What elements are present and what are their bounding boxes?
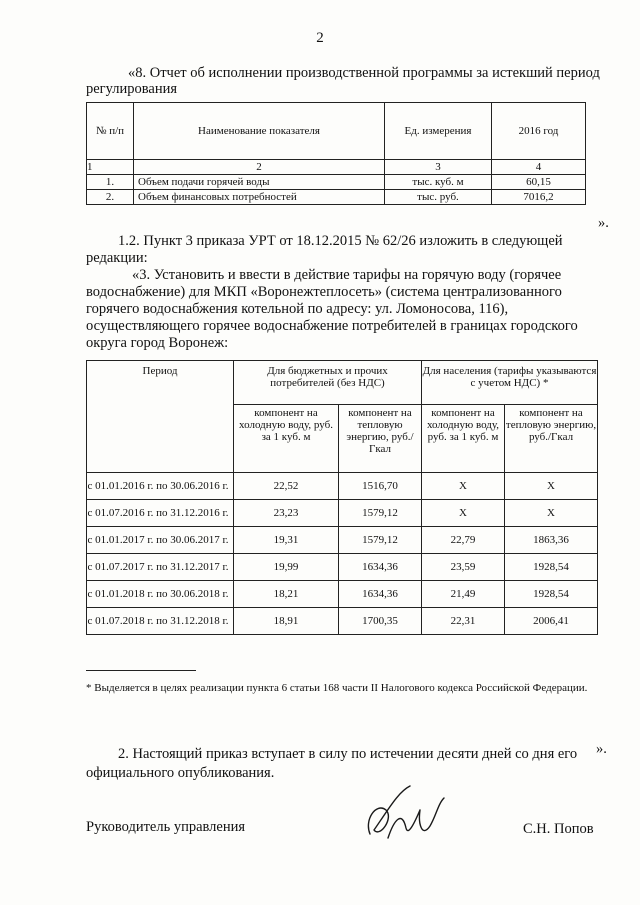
- value-cell: X: [422, 473, 505, 500]
- item3-line2: водоснабжение) для МКП «Воронежтеплосеть» (система централизованного: [86, 284, 562, 300]
- item2-line2: официального опубликования.: [86, 765, 275, 781]
- value-cell: 1928,54: [505, 554, 598, 581]
- signatory-position: Руководитель управления: [86, 819, 246, 835]
- subheader-heat-energy: компонент на тепловую энергию, руб./Гкал: [339, 405, 422, 473]
- production-program-table: [86, 102, 586, 205]
- handwritten-signature: [358, 780, 448, 850]
- tariff-table: [86, 360, 598, 635]
- page-number: 2: [316, 30, 324, 46]
- header-number: № п/п: [87, 103, 134, 160]
- period-cell: с 01.07.2017 г. по 31.12.2017 г.: [87, 554, 234, 581]
- row-unit: тыс. куб. м: [385, 175, 492, 190]
- header-year: 2016 год: [492, 103, 586, 160]
- value-cell: 21,49: [422, 581, 505, 608]
- row-number: 2.: [87, 190, 134, 205]
- table-row: [87, 581, 598, 608]
- numbering-cell: 2: [134, 160, 385, 175]
- value-cell: 19,31: [234, 527, 339, 554]
- value-cell: 1634,36: [339, 554, 422, 581]
- value-cell: 23,23: [234, 500, 339, 527]
- period-cell: с 01.01.2017 г. по 30.06.2017 г.: [87, 527, 234, 554]
- row-indicator: Объем подачи горячей воды: [134, 175, 385, 190]
- section8-title-line1: «8. Отчет об исполнении производственной программы за истекший период: [128, 65, 600, 81]
- value-cell: 1700,35: [339, 608, 422, 635]
- footnote-divider: [86, 670, 196, 671]
- period-cell: с 01.07.2016 г. по 31.12.2016 г.: [87, 500, 234, 527]
- row-indicator: Объем финансовых потребностей: [134, 190, 385, 205]
- period-cell: с 01.01.2018 г. по 30.06.2018 г.: [87, 581, 234, 608]
- value-cell: 22,52: [234, 473, 339, 500]
- row-value: 7016,2: [492, 190, 586, 205]
- table-row: [87, 527, 598, 554]
- footnote: * Выделяется в целях реализации пункта 6 статьи 168 части II Налогового кодекса Российской Федерации.: [86, 682, 588, 694]
- numbering-cell: 3: [385, 160, 492, 175]
- item3-line5: округа город Воронеж:: [86, 335, 229, 351]
- section8-title-line2: регулирования: [86, 81, 178, 97]
- closing-quote: ».: [596, 741, 607, 757]
- table-row: [87, 190, 586, 205]
- value-cell: 19,99: [234, 554, 339, 581]
- value-cell: 18,91: [234, 608, 339, 635]
- item2-line1: 2. Настоящий приказ вступает в силу по истечении десяти дней со дня его: [118, 746, 578, 762]
- value-cell: 1863,36: [505, 527, 598, 554]
- table-row: [87, 500, 598, 527]
- item3-line1: «3. Установить и ввести в действие тарифы на горячую воду (горячее: [132, 267, 562, 283]
- value-cell: 1634,36: [339, 581, 422, 608]
- table-row: [87, 608, 598, 635]
- value-cell: 1516,70: [339, 473, 422, 500]
- header-population: Для населения (тарифы указываются с учетом НДС) *: [422, 361, 598, 405]
- item3-line3: горячего водоснабжения котельной по адресу: ул. Ломоносова, 116),: [86, 301, 509, 317]
- item12-line2: редакции:: [86, 250, 148, 266]
- numbering-cell: 1: [87, 160, 134, 175]
- item12-line1: 1.2. Пункт 3 приказа УРТ от 18.12.2015 № 62/26 изложить в следующей: [118, 233, 563, 249]
- header-budget-consumers: Для бюджетных и прочих потребителей (без НДС): [234, 361, 422, 405]
- row-number: 1.: [87, 175, 134, 190]
- subheader-heat-energy-population: компонент на тепловую энергию, руб./Гкал: [505, 405, 598, 473]
- header-period: Период: [87, 361, 234, 473]
- subheader-cold-water: компонент на холодную воду, руб. за 1 куб. м: [234, 405, 339, 473]
- table-row: [87, 473, 598, 500]
- value-cell: 23,59: [422, 554, 505, 581]
- value-cell: 18,21: [234, 581, 339, 608]
- value-cell: X: [505, 473, 598, 500]
- row-unit: тыс. руб.: [385, 190, 492, 205]
- value-cell: 22,79: [422, 527, 505, 554]
- table-row: [87, 554, 598, 581]
- value-cell: 1928,54: [505, 581, 598, 608]
- section8-closing: ».: [598, 215, 609, 231]
- numbering-cell: 4: [492, 160, 586, 175]
- value-cell: 2006,41: [505, 608, 598, 635]
- item3-line4: осуществляющего горячее водоснабжение потребителей в границах городского: [86, 318, 578, 334]
- header-indicator: Наименование показателя: [134, 103, 385, 160]
- value-cell: X: [505, 500, 598, 527]
- value-cell: 22,31: [422, 608, 505, 635]
- value-cell: 1579,12: [339, 527, 422, 554]
- header-unit: Ед. измерения: [385, 103, 492, 160]
- value-cell: 1579,12: [339, 500, 422, 527]
- value-cell: X: [422, 500, 505, 527]
- period-cell: с 01.07.2018 г. по 31.12.2018 г.: [87, 608, 234, 635]
- signatory-name: С.Н. Попов: [523, 821, 594, 837]
- period-cell: с 01.01.2016 г. по 30.06.2016 г.: [87, 473, 234, 500]
- table-row: [87, 175, 586, 190]
- row-value: 60,15: [492, 175, 586, 190]
- subheader-cold-water-population: компонент на холодную воду, руб. за 1 куб. м: [422, 405, 505, 473]
